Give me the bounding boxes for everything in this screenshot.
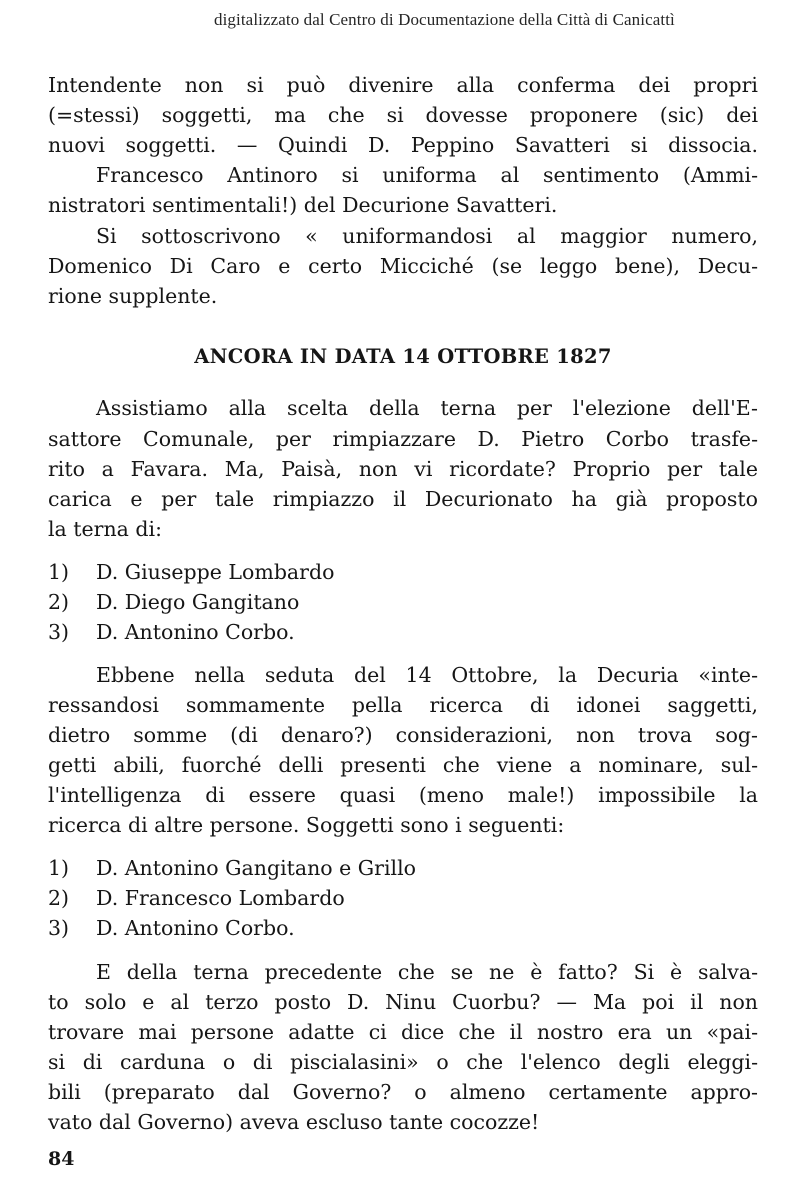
text-line: E della terna precedente che se ne è fatto? Si è salva- xyxy=(96,960,758,984)
section-heading: ANCORA IN DATA 14 OTTOBRE 1827 xyxy=(194,345,612,368)
text-line: vato dal Governo) aveva escluso tante cocozze! xyxy=(48,1110,540,1134)
text-line: (=stessi) soggetti, ma che si dovesse proponere (sic) dei xyxy=(48,103,758,127)
list-item-text: D. Giuseppe Lombardo xyxy=(96,560,335,584)
list-item xyxy=(48,557,334,587)
text-line: Ebbene nella seduta del 14 Ottobre, la Decuria «inte- xyxy=(96,663,758,687)
text-line: sattore Comunale, per rimpiazzare D. Pietro Corbo trasfe- xyxy=(48,427,758,451)
text-line: dietro somme (di denaro?) considerazioni, non trova sog- xyxy=(48,723,758,747)
list-item xyxy=(48,617,295,647)
text-line: Domenico Di Caro e certo Micciché (se leggo bene), Decu- xyxy=(48,254,758,278)
text-line: ressandosi sommamente pella ricerca di idonei saggetti, xyxy=(48,693,758,717)
page-number: 84 xyxy=(48,1148,75,1170)
digitization-watermark: digitalizzato dal Centro di Documentazione della Città di Canicattì xyxy=(214,10,675,29)
text-line: nistratori sentimentali!) del Decurione Savatteri. xyxy=(48,193,558,217)
text-line: carica e per tale rimpiazzo il Decurionato ha già proposto xyxy=(48,487,758,511)
text-line: Intendente non si può divenire alla conferma dei propri xyxy=(48,73,758,97)
list-item-text: D. Antonino Corbo. xyxy=(96,916,295,940)
list-item-number: 3) xyxy=(48,916,70,940)
text-line: getti abili, fuorché delli presenti che viene a nominare, sul- xyxy=(48,753,758,777)
list-item xyxy=(48,883,345,913)
text-line: ricerca di altre persone. Soggetti sono i seguenti: xyxy=(48,813,565,837)
list-item-text: D. Antonino Corbo. xyxy=(96,620,295,644)
list-item xyxy=(48,587,299,617)
list-item-text: D. Antonino Gangitano e Grillo xyxy=(96,856,416,880)
list-item-number: 2) xyxy=(48,590,70,614)
list-item-text: D. Francesco Lombardo xyxy=(96,886,345,910)
list-item-number: 3) xyxy=(48,620,70,644)
text-line: l'intelligenza di essere quasi (meno male!) impossibile la xyxy=(48,783,758,807)
text-line: bili (preparato dal Governo? o almeno certamente appro- xyxy=(48,1080,758,1104)
text-line: nuovi soggetti. — Quindi D. Peppino Savatteri si dissocia. xyxy=(48,133,758,157)
text-line: trovare mai persone adatte ci dice che il nostro era un «pai- xyxy=(48,1020,758,1044)
list-item-number: 2) xyxy=(48,886,70,910)
list-item-text: D. Diego Gangitano xyxy=(96,590,300,614)
text-line: rione supplente. xyxy=(48,284,218,308)
text-line: Si sottoscrivono « uniformandosi al maggior numero, xyxy=(96,224,758,248)
list-item xyxy=(48,853,416,883)
text-line: la terna di: xyxy=(48,517,162,541)
text-line: rito a Favara. Ma, Paisà, non vi ricordate? Proprio per tale xyxy=(48,457,758,481)
list-item xyxy=(48,913,295,943)
text-line: to solo e al terzo posto D. Ninu Cuorbu? — Ma poi il non xyxy=(48,990,758,1014)
text-line: si di carduna o di piscialasini» o che l'elenco degli eleggi- xyxy=(48,1050,758,1074)
list-item-number: 1) xyxy=(48,560,70,584)
list-item-number: 1) xyxy=(48,856,70,880)
text-line: Assistiamo alla scelta della terna per l'elezione dell'E- xyxy=(96,396,758,420)
text-line: Francesco Antinoro si uniforma al sentimento (Ammi- xyxy=(96,163,758,187)
